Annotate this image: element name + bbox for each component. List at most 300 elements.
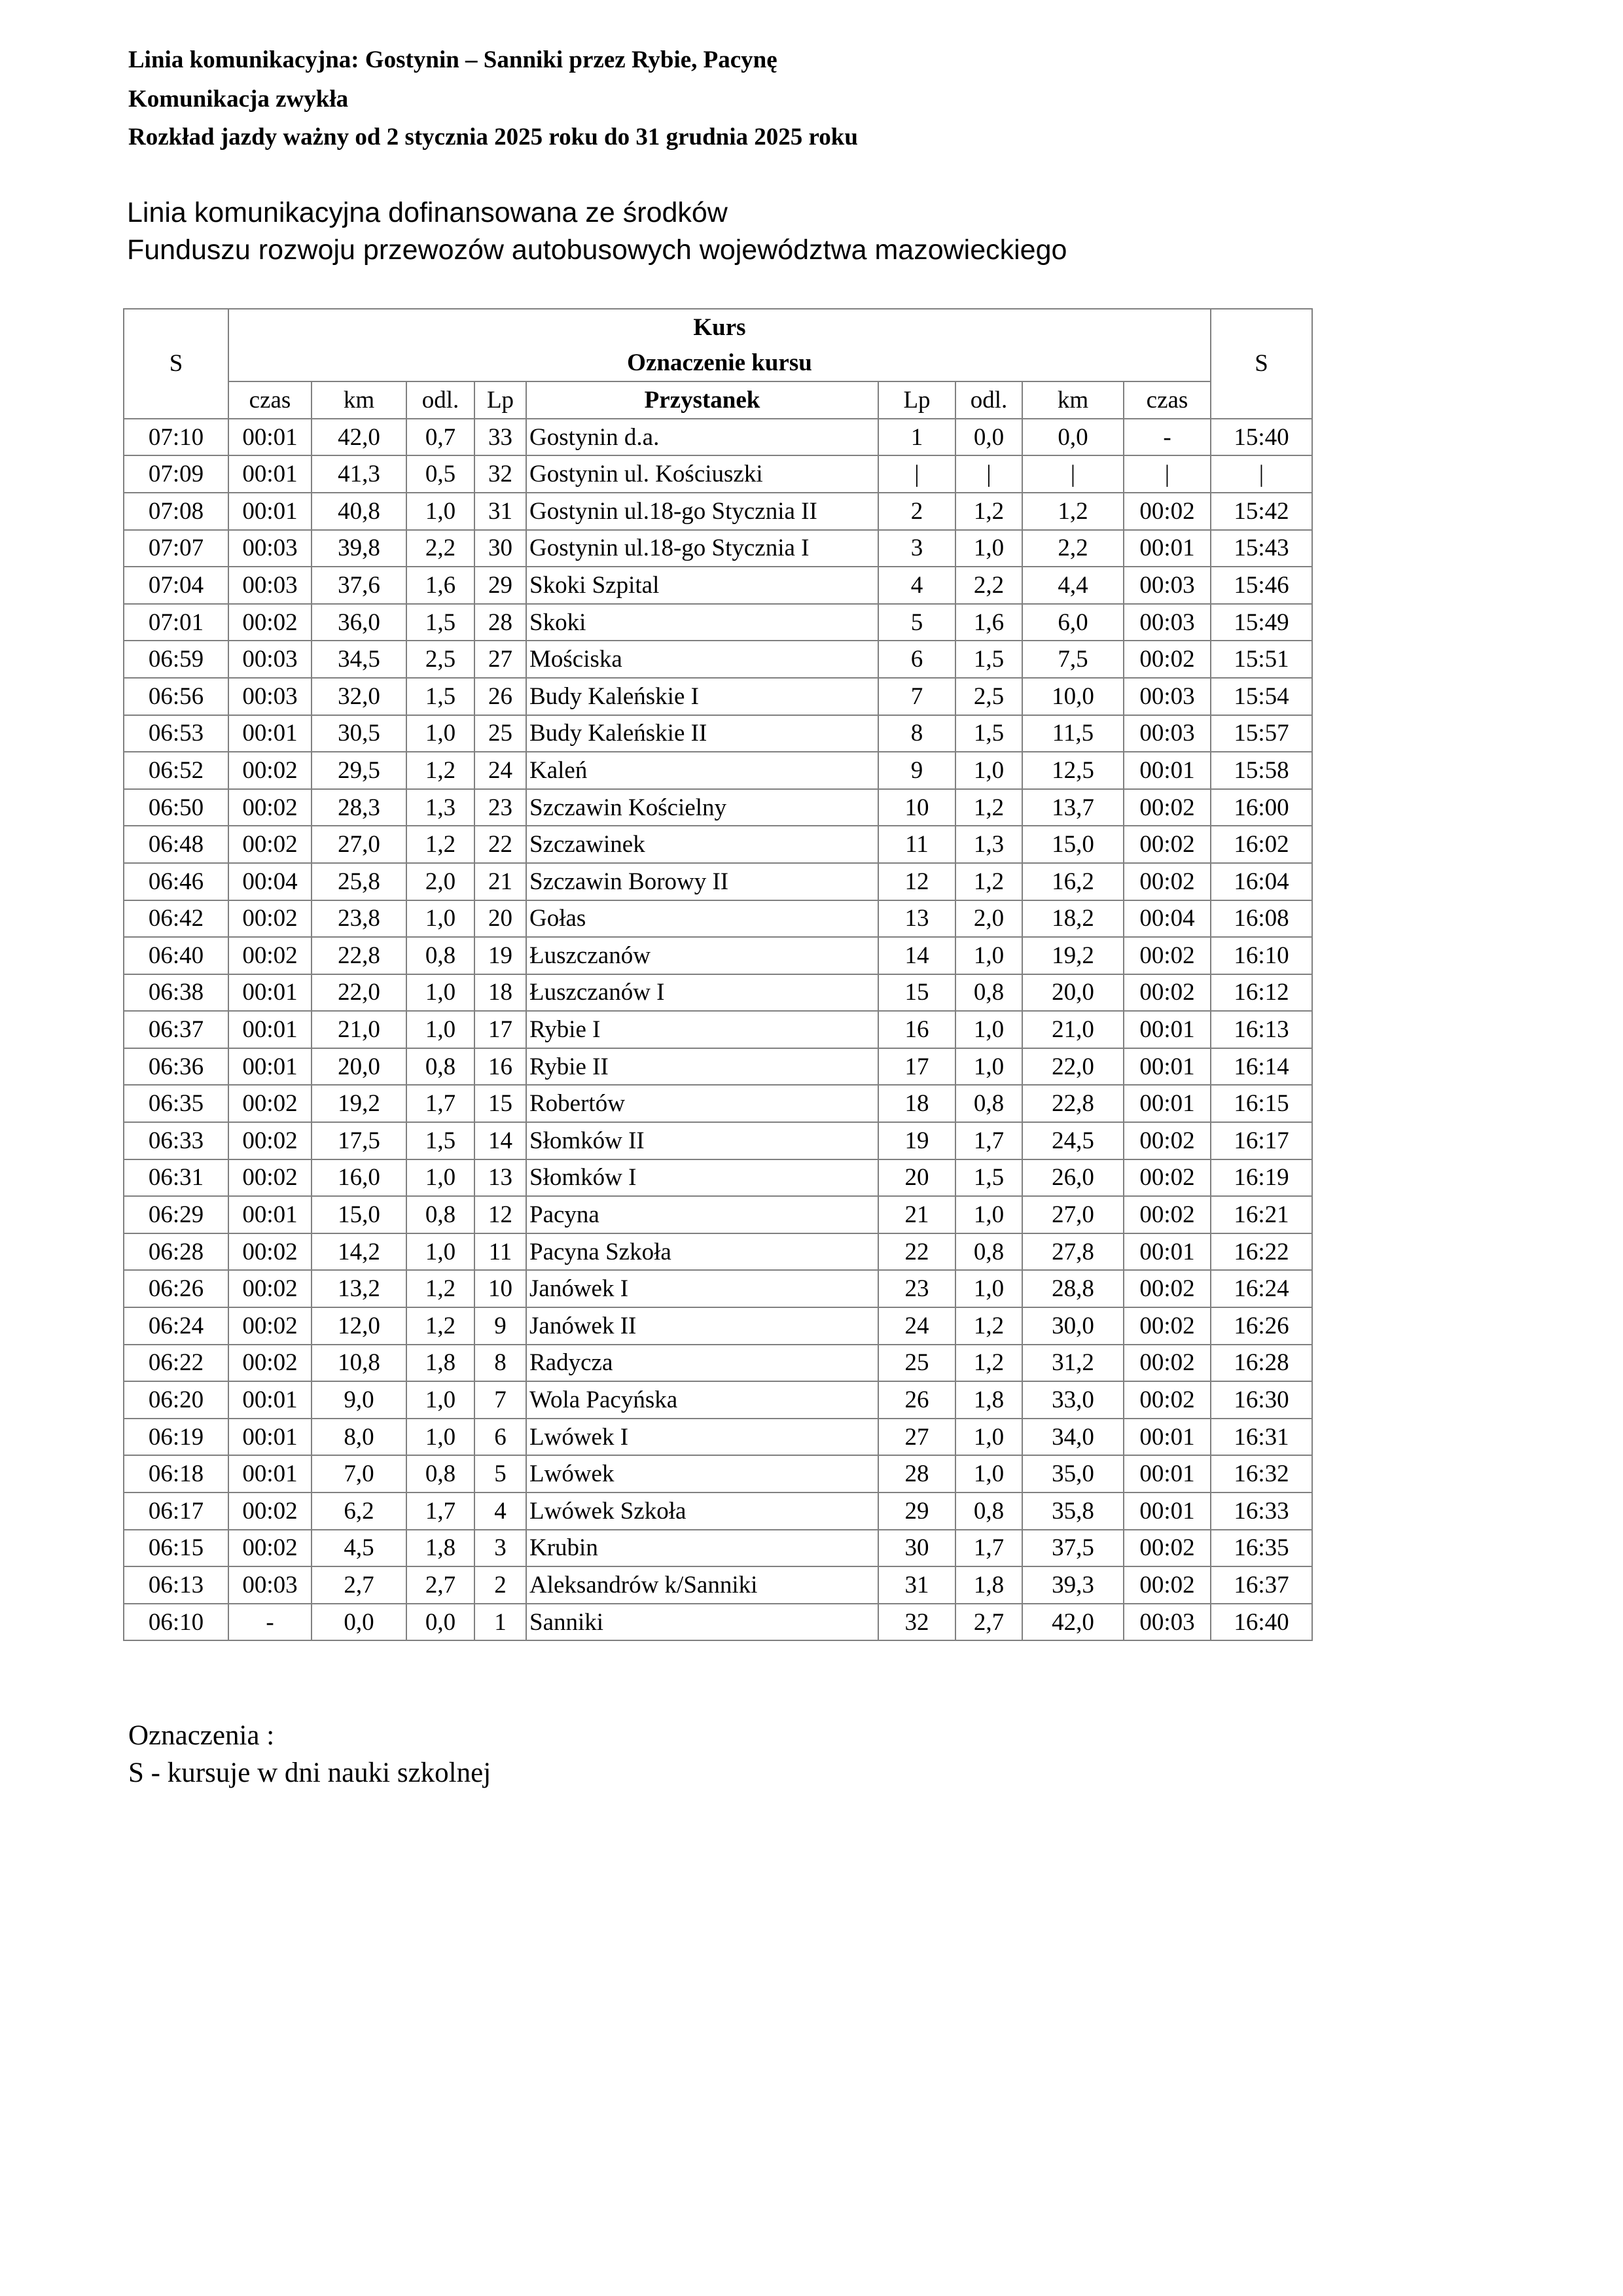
stop-name: Gołas <box>526 900 878 938</box>
arrival-time: 16:30 <box>1211 1381 1312 1419</box>
lp-left: 18 <box>474 974 526 1012</box>
lp-right: 10 <box>878 789 955 826</box>
odl-left: 1,5 <box>406 1122 474 1159</box>
km-left: 9,0 <box>312 1381 406 1419</box>
line-title: Linia komunikacyjna: Gostynin – Sanniki przez Rybie, Pacynę <box>128 46 777 73</box>
lp-left: 33 <box>474 419 526 456</box>
odl-left: 2,0 <box>406 863 474 900</box>
arrival-time: 16:22 <box>1211 1233 1312 1271</box>
km-right: | <box>1022 455 1124 493</box>
lp-left: 6 <box>474 1419 526 1456</box>
odl-right: 1,5 <box>955 715 1022 752</box>
right-marker-spacer <box>1211 309 1312 345</box>
czas-right: 00:02 <box>1124 1530 1211 1567</box>
table-row <box>124 1530 1312 1567</box>
table-row <box>124 1604 1312 1641</box>
lp-left: 20 <box>474 900 526 938</box>
km-right: 22,8 <box>1022 1085 1124 1122</box>
odl-left: 1,0 <box>406 974 474 1012</box>
czas-left: 00:01 <box>228 1048 312 1086</box>
header-row-kurs <box>124 309 1312 345</box>
odl-right: 1,2 <box>955 789 1022 826</box>
lp-right: 15 <box>878 974 955 1012</box>
lp-right: 31 <box>878 1566 955 1604</box>
km-right: 7,5 <box>1022 641 1124 678</box>
odl-left: 0,8 <box>406 1196 474 1233</box>
arrival-time: 16:21 <box>1211 1196 1312 1233</box>
table-row <box>124 1085 1312 1122</box>
czas-left: 00:03 <box>228 530 312 567</box>
table-row <box>124 1048 1312 1086</box>
odl-left: 1,7 <box>406 1492 474 1530</box>
table-row <box>124 604 1312 641</box>
table-row <box>124 863 1312 900</box>
czas-left: - <box>228 1604 312 1641</box>
czas-right: 00:01 <box>1124 1233 1211 1271</box>
departure-time: 07:09 <box>124 455 228 493</box>
czas-left: 00:02 <box>228 789 312 826</box>
czas-left: 00:02 <box>228 1307 312 1345</box>
czas-left: 00:02 <box>228 1270 312 1307</box>
km-left: 25,8 <box>312 863 406 900</box>
czas-left: 00:02 <box>228 1530 312 1567</box>
lp-right: 24 <box>878 1307 955 1345</box>
lp-left: 16 <box>474 1048 526 1086</box>
stop-name: Szczawin Borowy II <box>526 863 878 900</box>
odl-left: 1,5 <box>406 678 474 715</box>
arrival-time: 16:00 <box>1211 789 1312 826</box>
odl-left: 0,8 <box>406 937 474 974</box>
lp-right: 23 <box>878 1270 955 1307</box>
table-row <box>124 1270 1312 1307</box>
km-left: 28,3 <box>312 789 406 826</box>
km-right: 27,0 <box>1022 1196 1124 1233</box>
czas-right: 00:02 <box>1124 641 1211 678</box>
odl-left: 1,0 <box>406 1159 474 1197</box>
km-left: 0,0 <box>312 1604 406 1641</box>
table-row <box>124 974 1312 1012</box>
odl-right: 2,7 <box>955 1604 1022 1641</box>
odl-right: 0,8 <box>955 1233 1022 1271</box>
table-row <box>124 752 1312 789</box>
czas-left: 00:04 <box>228 863 312 900</box>
departure-time: 07:10 <box>124 419 228 456</box>
lp-right: 11 <box>878 826 955 863</box>
departure-time: 06:48 <box>124 826 228 863</box>
odl-right: 2,2 <box>955 567 1022 604</box>
lp-right: 22 <box>878 1233 955 1271</box>
km-right: 31,2 <box>1022 1345 1124 1382</box>
czas-left: 00:02 <box>228 900 312 938</box>
lp-right: 32 <box>878 1604 955 1641</box>
stop-name: Gostynin d.a. <box>526 419 878 456</box>
arrival-time: 16:08 <box>1211 900 1312 938</box>
czas-left: 00:02 <box>228 1085 312 1122</box>
col-km-left: km <box>312 381 406 419</box>
right-marker-bottom <box>1211 381 1312 419</box>
table-row <box>124 1122 1312 1159</box>
table-row <box>124 1233 1312 1271</box>
stop-name: Słomków I <box>526 1159 878 1197</box>
stop-name: Budy Kaleńskie II <box>526 715 878 752</box>
czas-right: 00:02 <box>1124 1566 1211 1604</box>
table-row <box>124 1196 1312 1233</box>
departure-time: 06:37 <box>124 1011 228 1048</box>
departure-time: 06:38 <box>124 974 228 1012</box>
czas-right: 00:02 <box>1124 826 1211 863</box>
czas-left: 00:02 <box>228 604 312 641</box>
czas-left: 00:02 <box>228 937 312 974</box>
km-right: 6,0 <box>1022 604 1124 641</box>
lp-right: 9 <box>878 752 955 789</box>
lp-left: 29 <box>474 567 526 604</box>
service-type: Komunikacja zwykła <box>128 86 349 113</box>
table-row <box>124 1455 1312 1492</box>
odl-right: 1,5 <box>955 1159 1022 1197</box>
table-row <box>124 530 1312 567</box>
departure-time: 06:18 <box>124 1455 228 1492</box>
departure-time: 06:46 <box>124 863 228 900</box>
arrival-time: 16:24 <box>1211 1270 1312 1307</box>
czas-left: 00:03 <box>228 641 312 678</box>
stop-name: Gostynin ul.18-go Stycznia I <box>526 530 878 567</box>
km-left: 39,8 <box>312 530 406 567</box>
odl-right: 0,8 <box>955 1085 1022 1122</box>
odl-right: 1,0 <box>955 1011 1022 1048</box>
stop-name: Szczawinek <box>526 826 878 863</box>
km-left: 16,0 <box>312 1159 406 1197</box>
czas-right: 00:01 <box>1124 752 1211 789</box>
czas-left: 00:02 <box>228 752 312 789</box>
lp-right: 5 <box>878 604 955 641</box>
odl-left: 1,0 <box>406 1381 474 1419</box>
lp-left: 2 <box>474 1566 526 1604</box>
odl-left: 0,8 <box>406 1048 474 1086</box>
arrival-time: 16:02 <box>1211 826 1312 863</box>
arrival-time: 16:19 <box>1211 1159 1312 1197</box>
legend-title: Oznaczenia : <box>128 1720 275 1751</box>
km-left: 4,5 <box>312 1530 406 1567</box>
czas-right: | <box>1124 455 1211 493</box>
czas-left: 00:01 <box>228 493 312 530</box>
km-right: 42,0 <box>1022 1604 1124 1641</box>
odl-left: 2,2 <box>406 530 474 567</box>
km-right: 27,8 <box>1022 1233 1124 1271</box>
col-km-right: km <box>1022 381 1124 419</box>
table-row <box>124 1159 1312 1197</box>
lp-right: 20 <box>878 1159 955 1197</box>
arrival-time: 16:32 <box>1211 1455 1312 1492</box>
lp-right: 27 <box>878 1419 955 1456</box>
km-left: 20,0 <box>312 1048 406 1086</box>
lp-right: | <box>878 455 955 493</box>
departure-time: 06:52 <box>124 752 228 789</box>
table-row <box>124 1345 1312 1382</box>
departure-time: 07:08 <box>124 493 228 530</box>
legend-s-note: S - kursuje w dni nauki szkolnej <box>128 1757 491 1788</box>
lp-right: 29 <box>878 1492 955 1530</box>
departure-time: 06:35 <box>124 1085 228 1122</box>
arrival-time: 16:33 <box>1211 1492 1312 1530</box>
lp-right: 26 <box>878 1381 955 1419</box>
left-marker-bottom <box>124 381 228 419</box>
stop-name: Janówek I <box>526 1270 878 1307</box>
departure-time: 06:29 <box>124 1196 228 1233</box>
lp-right: 14 <box>878 937 955 974</box>
km-right: 1,2 <box>1022 493 1124 530</box>
czas-right: 00:03 <box>1124 678 1211 715</box>
table-row <box>124 455 1312 493</box>
stop-name: Lwówek Szkoła <box>526 1492 878 1530</box>
arrival-time: 16:40 <box>1211 1604 1312 1641</box>
lp-left: 27 <box>474 641 526 678</box>
lp-left: 23 <box>474 789 526 826</box>
odl-left: 1,2 <box>406 1307 474 1345</box>
arrival-time: 16:17 <box>1211 1122 1312 1159</box>
czas-right: 00:01 <box>1124 530 1211 567</box>
stop-name: Skoki <box>526 604 878 641</box>
table-row <box>124 715 1312 752</box>
lp-left: 24 <box>474 752 526 789</box>
km-left: 42,0 <box>312 419 406 456</box>
odl-right: 1,3 <box>955 826 1022 863</box>
stop-name: Gostynin ul.18-go Stycznia II <box>526 493 878 530</box>
stop-name: Wola Pacyńska <box>526 1381 878 1419</box>
km-right: 24,5 <box>1022 1122 1124 1159</box>
odl-right: 1,0 <box>955 1270 1022 1307</box>
lp-right: 1 <box>878 419 955 456</box>
odl-left: 1,7 <box>406 1085 474 1122</box>
km-left: 22,8 <box>312 937 406 974</box>
odl-left: 1,3 <box>406 789 474 826</box>
departure-time: 06:50 <box>124 789 228 826</box>
departure-time: 06:40 <box>124 937 228 974</box>
stop-name: Robertów <box>526 1085 878 1122</box>
stop-name: Kaleń <box>526 752 878 789</box>
table-row <box>124 419 1312 456</box>
lp-left: 1 <box>474 1604 526 1641</box>
km-right: 12,5 <box>1022 752 1124 789</box>
odl-left: 1,0 <box>406 715 474 752</box>
departure-time: 07:07 <box>124 530 228 567</box>
odl-right: 0,8 <box>955 1492 1022 1530</box>
col-odl-right: odl. <box>955 381 1022 419</box>
km-left: 22,0 <box>312 974 406 1012</box>
odl-left: 1,2 <box>406 1270 474 1307</box>
km-right: 28,8 <box>1022 1270 1124 1307</box>
km-left: 36,0 <box>312 604 406 641</box>
stop-name: Gostynin ul. Kościuszki <box>526 455 878 493</box>
odl-right: 1,7 <box>955 1530 1022 1567</box>
departure-time: 06:20 <box>124 1381 228 1419</box>
km-right: 22,0 <box>1022 1048 1124 1086</box>
km-right: 2,2 <box>1022 530 1124 567</box>
km-left: 15,0 <box>312 1196 406 1233</box>
departure-time: 06:53 <box>124 715 228 752</box>
czas-right: 00:02 <box>1124 493 1211 530</box>
lp-left: 26 <box>474 678 526 715</box>
czas-left: 00:01 <box>228 455 312 493</box>
stop-name: Aleksandrów k/Sanniki <box>526 1566 878 1604</box>
table-row <box>124 900 1312 938</box>
lp-left: 12 <box>474 1196 526 1233</box>
czas-right: 00:04 <box>1124 900 1211 938</box>
lp-left: 31 <box>474 493 526 530</box>
lp-right: 13 <box>878 900 955 938</box>
arrival-time: 16:14 <box>1211 1048 1312 1086</box>
km-left: 10,8 <box>312 1345 406 1382</box>
stop-name: Skoki Szpital <box>526 567 878 604</box>
table-row <box>124 1419 1312 1456</box>
lp-right: 8 <box>878 715 955 752</box>
odl-left: 1,0 <box>406 1233 474 1271</box>
km-right: 26,0 <box>1022 1159 1124 1197</box>
col-odl-left: odl. <box>406 381 474 419</box>
lp-left: 9 <box>474 1307 526 1345</box>
km-left: 27,0 <box>312 826 406 863</box>
czas-left: 00:03 <box>228 567 312 604</box>
departure-time: 07:01 <box>124 604 228 641</box>
czas-left: 00:01 <box>228 715 312 752</box>
table-row <box>124 493 1312 530</box>
km-left: 34,5 <box>312 641 406 678</box>
odl-left: 2,5 <box>406 641 474 678</box>
left-marker: S <box>124 345 228 382</box>
lp-right: 25 <box>878 1345 955 1382</box>
km-right: 0,0 <box>1022 419 1124 456</box>
km-left: 8,0 <box>312 1419 406 1456</box>
stop-name: Budy Kaleńskie I <box>526 678 878 715</box>
col-lp-left: Lp <box>474 381 526 419</box>
stop-name: Łuszczanów I <box>526 974 878 1012</box>
lp-left: 8 <box>474 1345 526 1382</box>
lp-right: 4 <box>878 567 955 604</box>
km-left: 2,7 <box>312 1566 406 1604</box>
km-right: 34,0 <box>1022 1419 1124 1456</box>
czas-left: 00:02 <box>228 1159 312 1197</box>
departure-time: 06:24 <box>124 1307 228 1345</box>
arrival-time: 16:35 <box>1211 1530 1312 1567</box>
arrival-time: 16:31 <box>1211 1419 1312 1456</box>
odl-left: 0,0 <box>406 1604 474 1641</box>
table-row <box>124 937 1312 974</box>
arrival-time: 15:49 <box>1211 604 1312 641</box>
odl-left: 1,0 <box>406 1011 474 1048</box>
departure-time: 06:36 <box>124 1048 228 1086</box>
stop-name: Rybie II <box>526 1048 878 1086</box>
odl-left: 1,6 <box>406 567 474 604</box>
km-left: 29,5 <box>312 752 406 789</box>
km-left: 13,2 <box>312 1270 406 1307</box>
stop-name: Rybie I <box>526 1011 878 1048</box>
odl-right: 1,0 <box>955 530 1022 567</box>
km-right: 4,4 <box>1022 567 1124 604</box>
col-czas-right: czas <box>1124 381 1211 419</box>
czas-right: 00:02 <box>1124 863 1211 900</box>
arrival-time: 16:04 <box>1211 863 1312 900</box>
czas-left: 00:02 <box>228 826 312 863</box>
km-left: 21,0 <box>312 1011 406 1048</box>
stop-name: Sanniki <box>526 1604 878 1641</box>
lp-left: 30 <box>474 530 526 567</box>
stop-name: Mościska <box>526 641 878 678</box>
km-right: 10,0 <box>1022 678 1124 715</box>
czas-right: 00:02 <box>1124 974 1211 1012</box>
czas-left: 00:02 <box>228 1345 312 1382</box>
km-left: 7,0 <box>312 1455 406 1492</box>
odl-right: 1,2 <box>955 863 1022 900</box>
czas-left: 00:02 <box>228 1233 312 1271</box>
table-row <box>124 1381 1312 1419</box>
left-marker-spacer <box>124 309 228 345</box>
stop-name: Pacyna <box>526 1196 878 1233</box>
departure-time: 06:26 <box>124 1270 228 1307</box>
lp-left: 28 <box>474 604 526 641</box>
km-left: 32,0 <box>312 678 406 715</box>
odl-left: 1,0 <box>406 1419 474 1456</box>
departure-time: 06:15 <box>124 1530 228 1567</box>
odl-right: 1,8 <box>955 1381 1022 1419</box>
departure-time: 06:59 <box>124 641 228 678</box>
odl-right: 1,0 <box>955 752 1022 789</box>
odl-right: 1,5 <box>955 641 1022 678</box>
departure-time: 06:28 <box>124 1233 228 1271</box>
lp-left: 4 <box>474 1492 526 1530</box>
odl-left: 1,2 <box>406 826 474 863</box>
lp-left: 15 <box>474 1085 526 1122</box>
czas-right: 00:02 <box>1124 1159 1211 1197</box>
table-row <box>124 567 1312 604</box>
czas-left: 00:01 <box>228 1196 312 1233</box>
arrival-time: 15:46 <box>1211 567 1312 604</box>
czas-right: 00:02 <box>1124 1122 1211 1159</box>
arrival-time: 15:42 <box>1211 493 1312 530</box>
czas-right: 00:01 <box>1124 1419 1211 1456</box>
czas-left: 00:01 <box>228 974 312 1012</box>
km-right: 30,0 <box>1022 1307 1124 1345</box>
departure-time: 06:10 <box>124 1604 228 1641</box>
km-right: 39,3 <box>1022 1566 1124 1604</box>
odl-left: 1,8 <box>406 1345 474 1382</box>
lp-right: 12 <box>878 863 955 900</box>
lp-left: 22 <box>474 826 526 863</box>
departure-time: 06:17 <box>124 1492 228 1530</box>
stop-name: Słomków II <box>526 1122 878 1159</box>
departure-time: 06:33 <box>124 1122 228 1159</box>
odl-left: 1,5 <box>406 604 474 641</box>
departure-time: 06:42 <box>124 900 228 938</box>
km-left: 6,2 <box>312 1492 406 1530</box>
odl-right: 1,0 <box>955 1196 1022 1233</box>
arrival-time: 15:40 <box>1211 419 1312 456</box>
odl-right: 2,5 <box>955 678 1022 715</box>
czas-left: 00:01 <box>228 1011 312 1048</box>
odl-right: 1,0 <box>955 1419 1022 1456</box>
czas-right: 00:03 <box>1124 1604 1211 1641</box>
km-left: 23,8 <box>312 900 406 938</box>
lp-left: 13 <box>474 1159 526 1197</box>
table-row <box>124 1492 1312 1530</box>
odl-left: 0,8 <box>406 1455 474 1492</box>
stop-name: Radycza <box>526 1345 878 1382</box>
odl-right: 1,7 <box>955 1122 1022 1159</box>
stop-name: Janówek II <box>526 1307 878 1345</box>
odl-right: 0,8 <box>955 974 1022 1012</box>
header-row-columns <box>124 381 1312 419</box>
odl-right: 1,2 <box>955 1345 1022 1382</box>
arrival-time: 15:57 <box>1211 715 1312 752</box>
km-right: 21,0 <box>1022 1011 1124 1048</box>
